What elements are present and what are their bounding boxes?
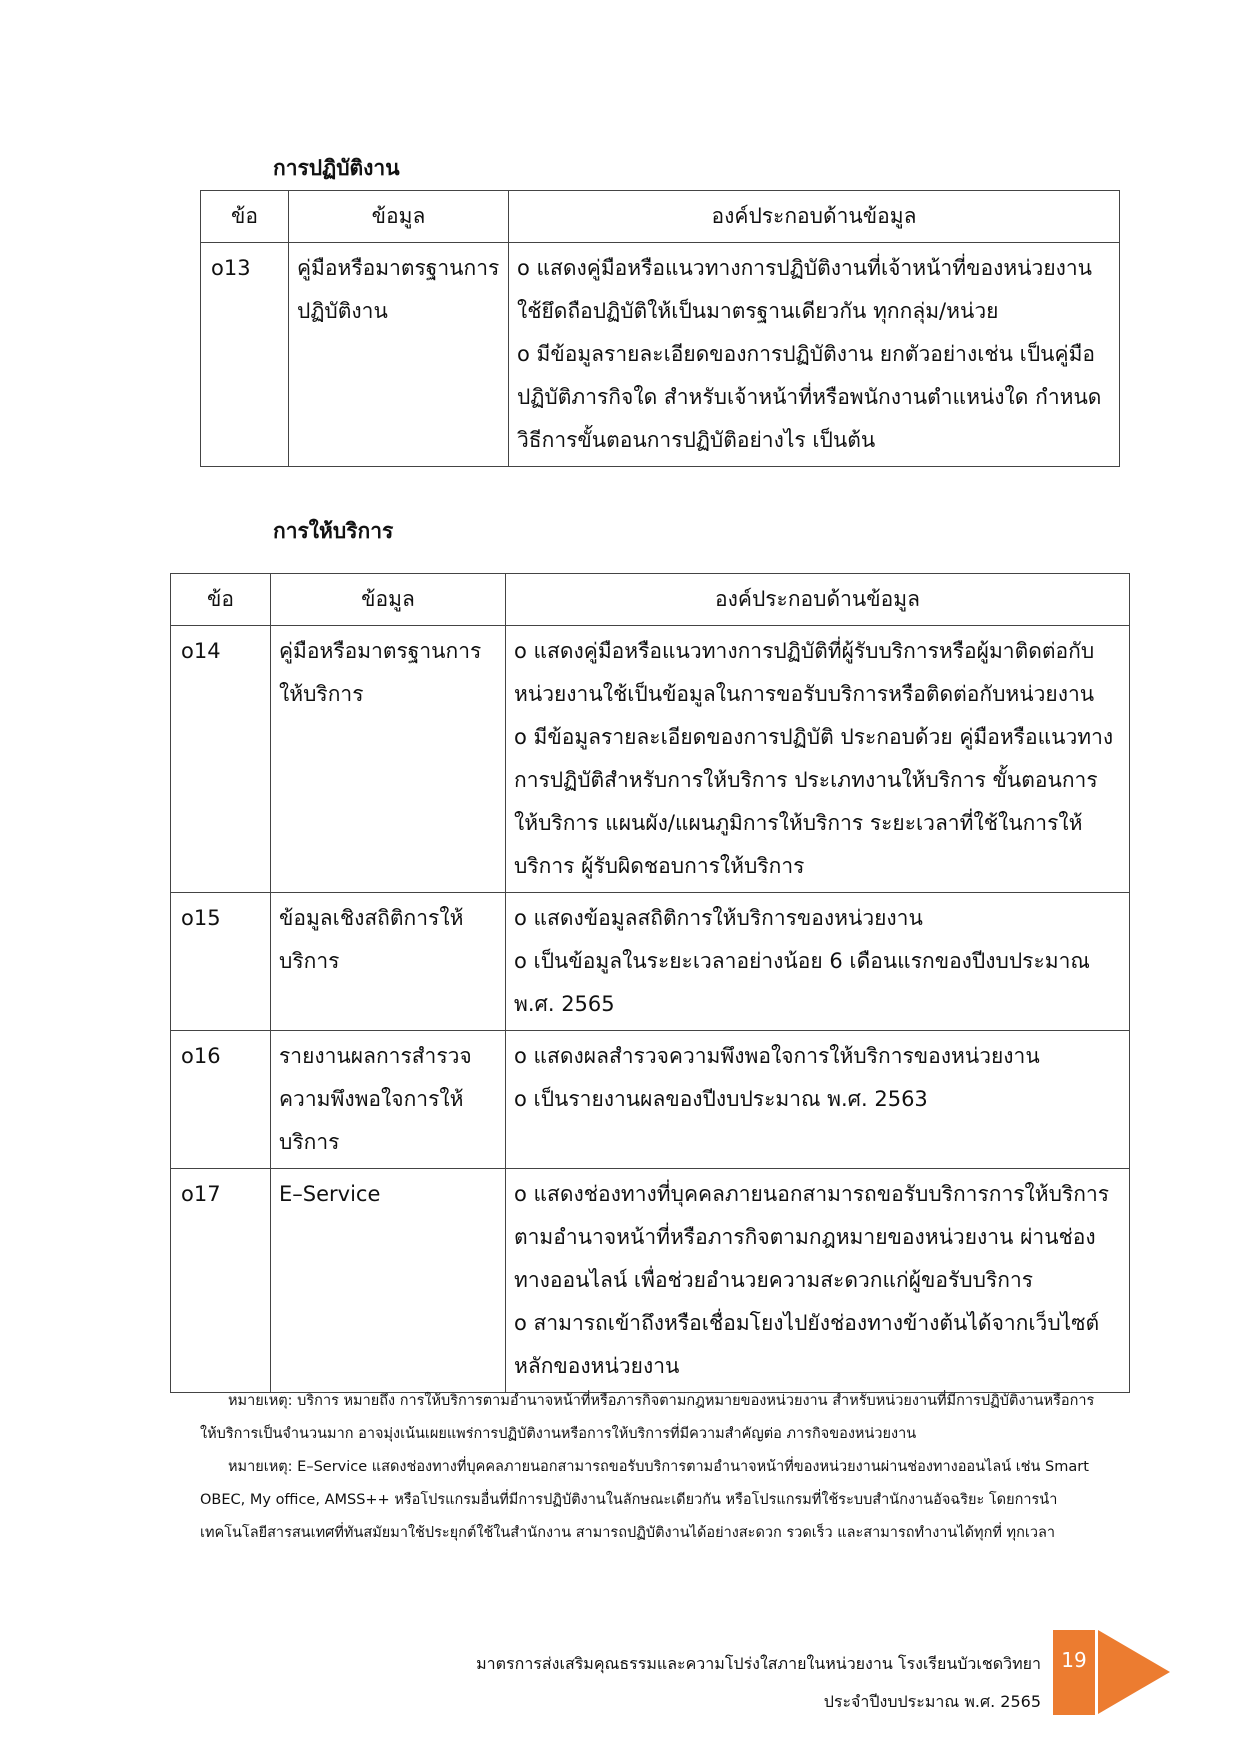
list-item: o แสดงคู่มือหรือแนวทางการปฏิบัติที่ผู้รับบริการหรือผู้มาติดต่อกับหน่วยงานใช้เป็นข้อมูลในการขอรับบริการหรือติดต่อกับหน่วยงาน [514,639,1095,706]
header-no: ข้อ [171,574,271,626]
row-title: คู่มือหรือมาตรฐานการให้บริการ [271,626,506,893]
row-code: o15 [171,893,271,1031]
row-code: o17 [171,1169,271,1393]
list-item: o แสดงคู่มือหรือแนวทางการปฏิบัติงานที่เจ้าหน้าที่ของหน่วยงานใช้ยึดถือปฏิบัติให้เป็นมาตรฐานเดียวกัน ทุกกลุ่ม/หน่วย [517,256,1093,323]
header-components: องค์ประกอบด้านข้อมูล [509,191,1120,243]
row-items [506,1031,1130,1169]
list-item: o เป็นรายงานผลของปีงบประมาณ พ.ศ. 2563 [514,1087,928,1111]
table-row [171,893,1130,1031]
section-heading-services: การให้บริการ [273,519,394,543]
table-header-row [201,191,1120,243]
footer-year: ประจำปีงบประมาณ พ.ศ. 2565 [823,1692,1041,1711]
list-item: o แสดงข้อมูลสถิติการให้บริการของหน่วยงาน [514,906,923,930]
list-item: o แสดงช่องทางที่บุคคลภายนอกสามารถขอรับบริการการให้บริการตามอำนาจหน้าที่หรือภารกิจตามกฎหมายของหน่วยงาน ผ่านช่องทางออนไลน์ เพื่อช่วยอำนวยความสะดวกแก่ผู้ขอรับบริการ [514,1182,1110,1292]
list-item: o สามารถเข้าถึงหรือเชื่อมโยงไปยังช่องทางข้างต้นได้จากเว็บไซต์หลักของหน่วยงาน [514,1311,1100,1378]
list-item: o เป็นข้อมูลในระยะเวลาอย่างน้อย 6 เดือนแรกของปีงบประมาณ พ.ศ. 2565 [514,949,1090,1016]
table-row [171,1169,1130,1393]
row-items [506,893,1130,1031]
header-components: องค์ประกอบด้านข้อมูล [506,574,1130,626]
header-info: ข้อมูล [289,191,509,243]
section-heading-operations: การปฏิบัติงาน [273,156,400,180]
operations-table [200,190,1120,467]
footnotes [200,1385,1100,1550]
list-item: o มีข้อมูลรายละเอียดของการปฏิบัติ ประกอบด้วย คู่มือหรือแนวทางการปฏิบัติสำหรับการให้บริการ ประเภทงานให้บริการ ขั้นตอนการให้บริการ แผนผัง/แผนภูมิการให้บริการ ระยะเวลาที่ใช้ในการให้บริการ ผู้รับผิดชอบการให้บริการ [514,725,1114,878]
row-title: คู่มือหรือมาตรฐานการปฏิบัติงาน [289,243,509,467]
table-row [201,243,1120,467]
list-item: o มีข้อมูลรายละเอียดของการปฏิบัติงาน ยกตัวอย่างเช่น เป็นคู่มือปฏิบัติภารกิจใด สำหรับเจ้าหน้าที่หรือพนักงานตำแหน่งใด กำหนดวิธีการขั้นตอนการปฏิบัติอย่างไร เป็นต้น [517,342,1102,452]
row-code: o13 [201,243,289,467]
header-no: ข้อ [201,191,289,243]
arrow-right-icon [1098,1630,1170,1714]
note-eservice: หมายเหตุ: E–Service แสดงช่องทางที่บุคคลภายนอกสามารถขอรับบริการตามอำนาจหน้าที่ของหน่วยงานผ่านช่องทางออนไลน์ เช่น Smart OBEC, My office, AMSS++ หรือโปรแกรมอื่นที่มีการปฏิบัติงานในลักษณะเดียวกัน หรือโปรแกรมที่ใช้ระบบสำนักงานอัจฉริยะ โดยการนำเทคโนโลยีสารสนเทศที่ทันสมัยมาใช้ประยุกต์ใช้ในสำนักงาน สามารถปฏิบัติงานได้อย่างสะดวก รวดเร็ว และสามารถทำงานได้ทุกที่ ทุกเวลา [200,1459,1089,1541]
row-title: ข้อมูลเชิงสถิติการให้บริการ [271,893,506,1031]
row-code: o16 [171,1031,271,1169]
header-info: ข้อมูล [271,574,506,626]
row-title: E–Service [271,1169,506,1393]
services-table [170,573,1130,1393]
note-service: หมายเหตุ: บริการ หมายถึง การให้บริการตามอำนาจหน้าที่หรือภารกิจตามกฎหมายของหน่วยงาน สำหรับหน่วยงานที่มีการปฏิบัติงานหรือการให้บริการเป็นจำนวนมาก อาจมุ่งเน้นเผยแพร่การปฏิบัติงานหรือการให้บริการที่มีความสำคัญต่อ ภารกิจของหน่วยงาน [200,1393,1095,1442]
table-row [171,1031,1130,1169]
row-items [509,243,1120,467]
row-code: o14 [171,626,271,893]
row-title: รายงานผลการสำรวจความพึงพอใจการให้บริการ [271,1031,506,1169]
footer-title: มาตรการส่งเสริมคุณธรรมและความโปร่งใสภายในหน่วยงาน โรงเรียนบัวเชดวิทยา [476,1654,1041,1673]
page-number: 19 [1053,1630,1095,1715]
list-item: o แสดงผลสำรวจความพึงพอใจการให้บริการของหน่วยงาน [514,1044,1040,1068]
row-items [506,626,1130,893]
row-items [506,1169,1130,1393]
table-row [171,626,1130,893]
table-header-row [171,574,1130,626]
